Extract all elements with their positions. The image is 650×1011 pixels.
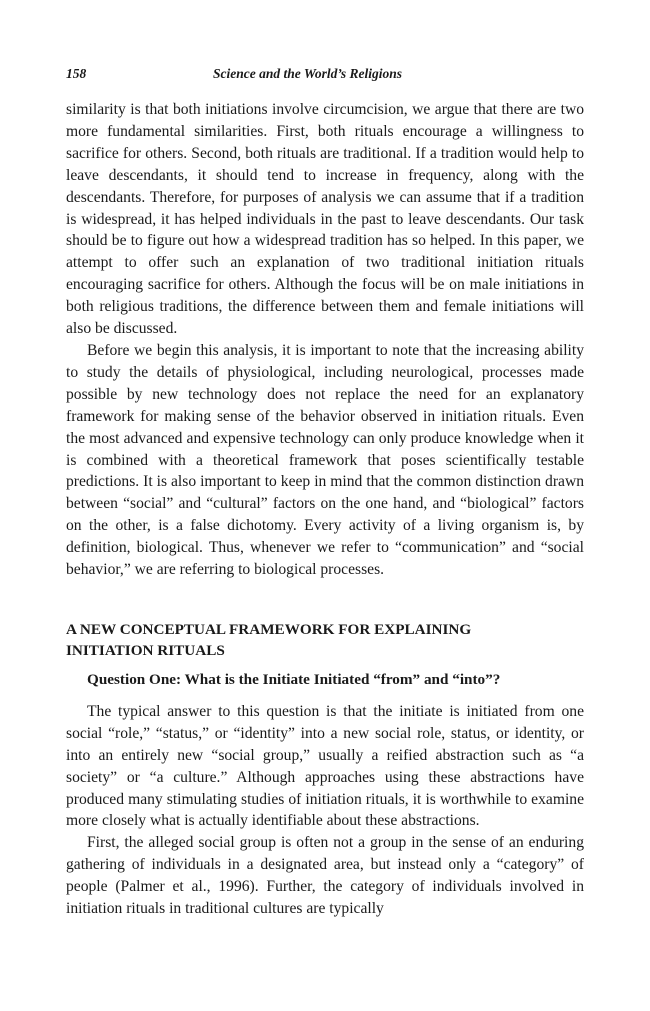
page-number: 158 [66, 66, 87, 81]
sub-heading: Question One: What is the Initiate Initiated “from” and “into”? [87, 670, 501, 688]
paragraph: similarity is that both initiations involve circumcision, we argue that there are two more fundamental similarities. First, both rituals encourage a willingness to sacrifice for others. Second, both rituals are traditional. If a tradition would help to leave descendants, it should tend to increase in frequency, along with the descendants. Therefore, for purposes of analysis we can assume that if a tradition is widespread, it has helped individuals in the past to leave descendants. Our task should be to figure out how a widespread tradition has so helped. In this paper, we attempt to offer such an explanation of two traditional initiation rituals encouraging sacrifice for others. Although the focus will be on male initiations in both religious traditions, the difference between them and female initiations will also be discussed. [66, 101, 584, 338]
paragraph: Before we begin this analysis, it is important to note that the increasing ability to study the details of physiological, including neurological, processes made possible by new technology does not replace the need for an explanatory framework for making sense of the behavior observed in initiation rituals. Even the most advanced and expensive technology can only produce knowledge when it is combined with a theoretical framework that poses scientifically testable predictions. It is also important to keep in mind that the common distinction drawn between “social” and “cultural” factors on the one hand, and “biological” factors on the other, is a false dichotomy. Every activity of a living organism is, by definition, biological. Thus, whenever we refer to “communication” and “social behavior,” we are referring to biological processes. [66, 341, 584, 579]
section-heading: A NEW CONCEPTUAL FRAMEWORK FOR EXPLAINING INITIATION RITUALS [66, 620, 472, 659]
paragraph: First, the alleged social group is often not a group in the sense of an enduring gathering of individuals in a designated area, but instead only a “category” of people (Palmer et al., 1996). Further, the category of individuals involved in initiation rituals in traditional cultures are typically [66, 834, 584, 918]
body-text [66, 99, 584, 920]
running-title: Science and the World’s Religions [213, 66, 403, 81]
running-head [66, 66, 584, 86]
paragraph: The typical answer to this question is that the initiate is initiated from one social “role,” “status,” or “identity” into a new social role, status, or identity, or into an entirely new “social group,” usually a reified abstraction such as “a society” or “a culture.” Although approaches using these abstractions have produced many stimulating studies of initiation rituals, it is worthwhile to examine more closely what is actually identifiable about these abstractions. [66, 702, 584, 830]
